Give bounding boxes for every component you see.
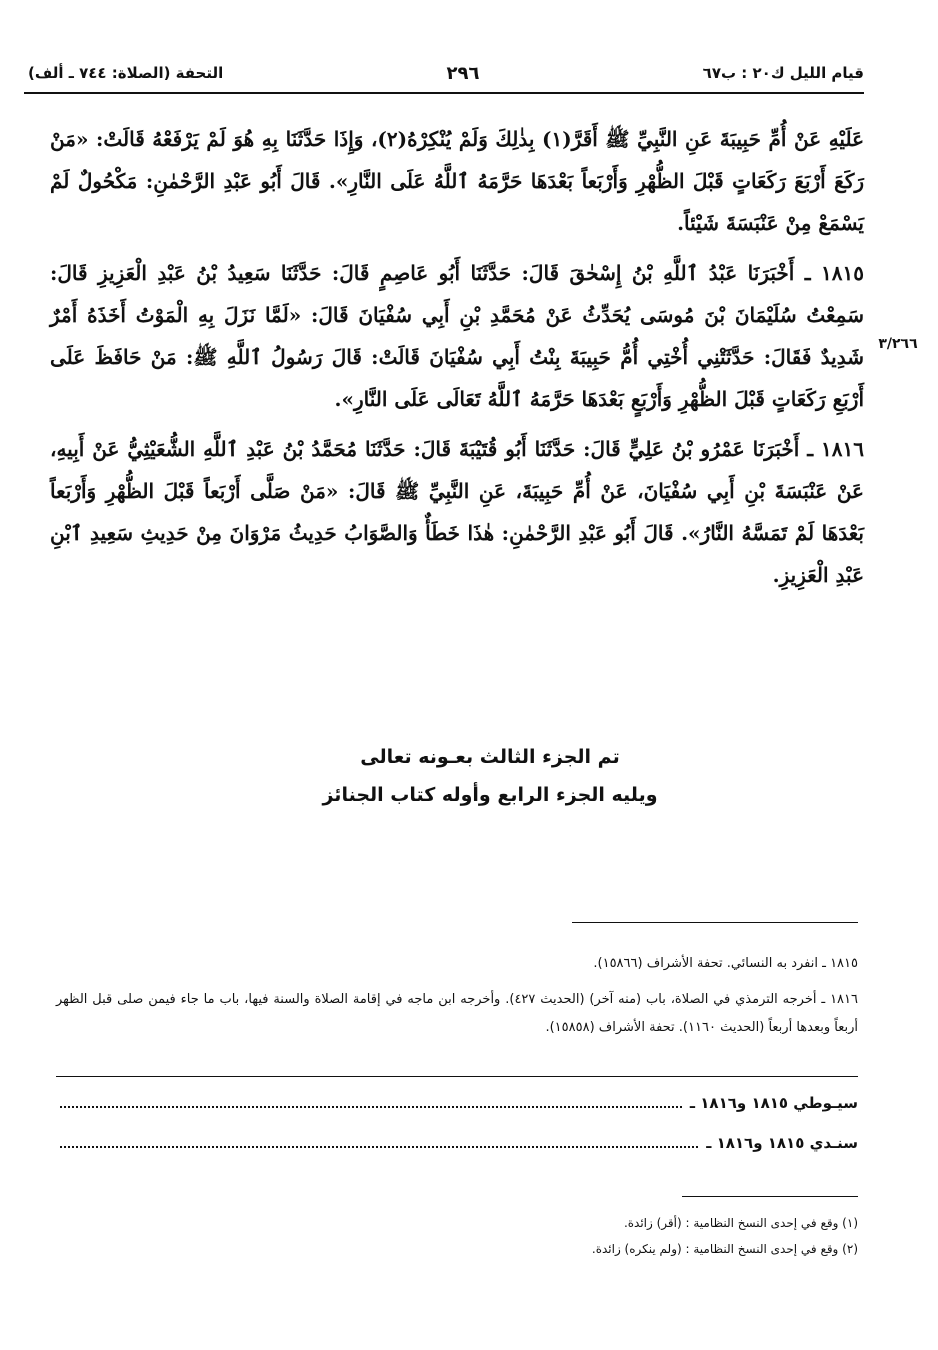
header-chapter-ref: قيام الليل ك٢٠ : ب٦٧ (702, 64, 864, 82)
margin-reference: ٣/٢٦٦ (878, 336, 918, 352)
header-divider (24, 92, 864, 94)
page-number: ٢٩٦ (446, 62, 480, 84)
colophon-line-1: تم الجزء الثالث بعـونه تعالى (360, 746, 620, 768)
note-1816: ١٨١٦ ـ أخرجه الترمذي في الصلاة، باب (منه آخر) (الحديث ٤٢٧). وأخرجه ابن ماجه في إقامة الصلاة والسنة فيها، باب ما جاء فيمن صلى قبل الظهر أربعاً وبعدها أربعاً (الحديث ١١٦٠). تحفة الأشراف (١٥٨٥٨). (56, 992, 858, 1035)
hadith-1816: ١٨١٦ ـ أَخْبَرَنَا عَمْرُو بْنُ عَلِيٍّ قَالَ: حَدَّثَنَا أَبُو قُتَيْبَةَ قَالَ: حَدَّثَنَا مُحَمَّدُ بْنُ عَبْدِ ٱللَّهِ الشُّعَيْثِيُّ عَنْ أَبِيهِ، عَنْ عَنْبَسَةَ بْنِ أَبِي سُفْيَانَ، عَنْ أُمِّ حَبِيبَةَ، عَنِ النَّبِيِّ ﷺ قَالَ: «مَنْ صَلَّى أَرْبَعاً قَبْلَ الظُّهْرِ وَأَرْبَعاً بَعْدَهَا لَمْ تَمَسَّهُ النَّارُ». قَالَ أَبُو عَبْدِ الرَّحْمٰنِ: هٰذَا خَطَأٌ وَالصَّوَابُ حَدِيثُ مَرْوَانَ مِنْ حَدِيثِ سَعِيدِ ٱبْنِ عَبْدِ الْعَزِيزِ. (50, 437, 864, 587)
dotted-leader (60, 1096, 682, 1108)
commentary-row-sindi (60, 1134, 858, 1174)
colophon-line-2: ويليه الجزء الرابع وأوله كتاب الجنائز (322, 784, 658, 806)
commentary-section (60, 1094, 858, 1174)
note-1815: ١٨١٥ ـ انفرد به النسائي. تحفة الأشراف (١٥٨٦٦). (593, 956, 858, 971)
commentary-divider (56, 1076, 858, 1077)
hadith-continuation: عَلَيْهِ عَنْ أُمِّ حَبِيبَةَ عَنِ النَّبِيِّ ﷺ أَقَرَّ(١) بِذٰلِكَ وَلَمْ يُنْكِرْهُ(٢)، وَإِذَا حَدَّثَنَا بِهِ هُوَ لَمْ يَرْفَعْهُ قَالَتْ: «مَنْ رَكَعَ أَرْبَعَ رَكَعَاتٍ قَبْلَ الظُّهْرِ وَأَرْبَعاً بَعْدَهَا حَرَّمَهُ ٱللَّهُ عَلَى النَّارِ». قَالَ أَبُو عَبْدِ الرَّحْمٰنِ: مَكْحُولٌ لَمْ يَسْمَعْ مِنْ عَنْبَسَةَ شَيْئاً. (50, 127, 865, 235)
hadith-1815: ١٨١٥ ـ أَخْبَرَنَا عَبْدُ ٱللَّهِ بْنُ إِسْحٰقَ قَالَ: حَدَّثَنَا أَبُو عَاصِمٍ قَالَ: حَدَّثَنَا سَعِيدُ بْنُ عَبْدِ الْعَزِيزِ قَالَ: سَمِعْتُ سُلَيْمَانَ بْنَ مُوسَى يُحَدِّثُ عَنْ مُحَمَّدِ بْنِ أَبِي سُفْيَانَ قَالَ: «لَمَّا نَزَلَ بِهِ الْمَوْتُ أَخَذَهُ أَمْرٌ شَدِيدٌ فَقَالَ: حَدَّثَتْنِي أُخْتِي أُمُّ حَبِيبَةَ بِنْتُ أَبِي سُفْيَانَ قَالَتْ: قَالَ رَسُولُ ٱللَّهِ ﷺ: مَنْ حَافَظَ عَلَى أَرْبَعِ رَكَعَاتٍ قَبْلَ الظُّهْرِ وَأَرْبَعٍ بَعْدَهَا حَرَّمَهُ ٱللَّهُ تَعَالَى عَلَى النَّارِ». (50, 261, 864, 411)
footnotes-divider (682, 1196, 858, 1197)
footnote-2: (٢) وقع في إحدى النسخ النظامية : (ولم ينكره) زائدة. (591, 1242, 858, 1256)
main-text (50, 118, 864, 604)
commentary-row-suyuti (60, 1094, 858, 1134)
notes-divider (572, 922, 858, 923)
header-tuhfa-ref: التحفة (الصلاة: ٧٤٤ ـ ألف) (28, 64, 224, 82)
dotted-leader (60, 1136, 698, 1148)
commentary-label-sindi: سنـدي ١٨١٥ و١٨١٦ ـ (706, 1134, 858, 1152)
footnotes (400, 1210, 858, 1262)
commentary-label-suyuti: سيـوطي ١٨١٥ و١٨١٦ ـ (689, 1094, 858, 1112)
takhrij-notes (56, 950, 858, 1050)
volume-colophon (200, 738, 780, 814)
running-header (28, 58, 864, 88)
footnote-1: (١) وقع في إحدى النسخ النظامية : (أقر) زائدة. (623, 1216, 858, 1230)
